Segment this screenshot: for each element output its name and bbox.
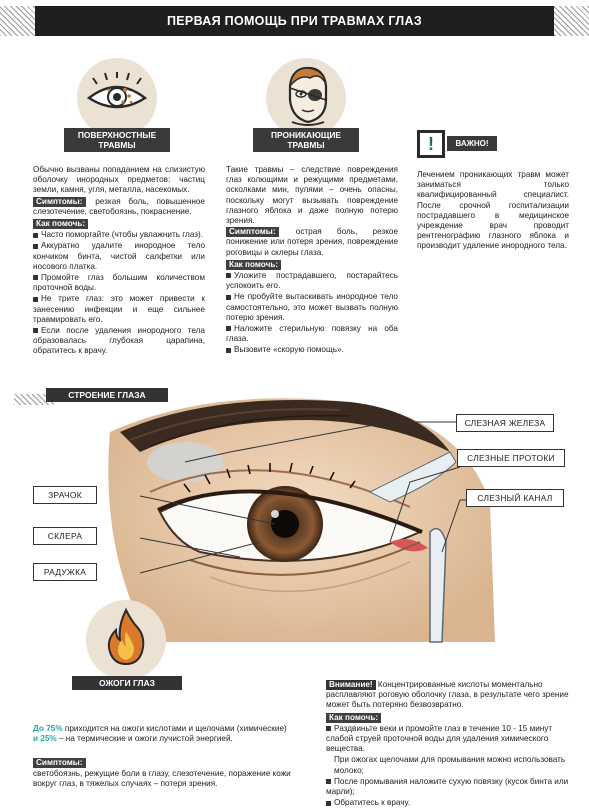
- surface-symptoms-label: Симптомы:: [33, 197, 86, 207]
- penetrating-step-1: Уложите пострадавшего, постарайтесь успокоить его.: [226, 271, 398, 291]
- penetrating-intro: Такие травмы – следствие повреждения глаз колющими и режущими предметами, осколками мин, пулями – очень опасны, поскольку могут вызывать повреждение глазного яблока и даже полную потерю зрения.: [226, 165, 398, 226]
- attention-label: Внимание!: [326, 680, 376, 690]
- burns-stats: [33, 724, 315, 744]
- burns-symptoms-block: [33, 756, 315, 791]
- surface-help-label: Как помочь:: [33, 219, 88, 229]
- structure-title: СТРОЕНИЕ ГЛАЗА: [46, 388, 168, 402]
- warning-icon: !: [417, 130, 445, 158]
- surface-step-4: Не трите глаз: это может привести к занесению инфекции и еще сильнее травмировать его.: [33, 294, 205, 324]
- burns-help-label: Как помочь:: [326, 713, 381, 723]
- burns-step-3: Обратитесь к врачу.: [334, 798, 411, 808]
- surface-intro: Обычно вызваны попаданием на слизистую оболочку инородных предметов: частиц земли, камня, угля, металла, насекомых.: [33, 165, 205, 195]
- label-sclera: СКЛЕРА: [33, 527, 97, 545]
- surface-step-5: Если после удаления инородного тела образовалась глубокая царапина, обратитесь к врачу.: [33, 326, 205, 356]
- burns-symptoms: светобоязнь, режущие боли в глазу, слезотечение, поражение кожи вокруг глаз, в тяжелых случаях – потеря зрения.: [33, 769, 291, 789]
- surface-injuries-badge: ПОВЕРХНОСТНЫЕ ТРАВМЫ: [64, 128, 170, 152]
- surface-symptoms: резкая боль, повышенное слезотечение, светобоязнь, покраснение.: [33, 196, 205, 216]
- burns-title: ОЖОГИ ГЛАЗ: [72, 676, 182, 690]
- header-hatch-left: [0, 6, 40, 36]
- burns-step-2: После промывания наложите сухую повязку (кусок бинта или марли);: [326, 776, 569, 797]
- penetrating-step-3: Наложите стерильную повязку на оба глаза.: [226, 324, 398, 344]
- surface-step-1: Часто поморгайте (чтобы увлажнить глаз).: [41, 230, 204, 240]
- important-text: Лечением проникающих травм может заниматься только квалифицированный специалист. После срочной госпитализации пострадавшего в медицинское учреждение врач проводит рентгенографию глазного яблока и производит удаление инородного тела.: [417, 170, 569, 251]
- penetrating-symptoms: острая боль, резкое понижение или потеря зрения, повреждение роговицы и склеры глаза.: [226, 227, 398, 257]
- surface-step-3: Промойте глаз большим количеством проточной воды.: [33, 273, 205, 293]
- burns-stat2-text: – на термические и ожоги лучистой энергией.: [56, 734, 233, 744]
- penetrating-step-4: Вызовите «скорую помощь».: [234, 345, 344, 355]
- label-pupil: ЗРАЧОК: [33, 486, 97, 504]
- surface-step-2: Аккуратно удалите инородное тело кончиком бинта, чистой салфетки или носового платка.: [33, 241, 205, 271]
- eye-particles-icon: [85, 72, 149, 116]
- burns-stat1-text: приходится на ожоги кислотами и щелочами (химические): [62, 724, 287, 733]
- burns-stat2-pct: и 25%: [33, 734, 57, 744]
- burns-stat1-pct: До 75%: [33, 724, 63, 733]
- burns-step-1: Раздвиньте веки и промойте глаз в течение 10 - 15 минут слабой струей проточной воды для удаления химического вещества.: [326, 723, 553, 754]
- burns-help-block: [326, 680, 570, 809]
- burns-symptoms-label: Симптомы:: [33, 758, 86, 768]
- penetrating-step-2: Не пробуйте вытаскивать инородное тело самостоятельно, это может вызвать полную потерю зрения.: [226, 292, 398, 322]
- eye-illustration: [90, 392, 510, 642]
- label-tear-canal: СЛЕЗНЫЙ КАНАЛ: [466, 489, 564, 507]
- penetrating-symptoms-label: Симптомы:: [226, 227, 279, 237]
- header-hatch-right: [549, 6, 589, 36]
- important-label: ВАЖНО!: [447, 136, 497, 151]
- flame-icon: [104, 608, 148, 666]
- label-tear-ducts: СЛЕЗНЫЕ ПРОТОКИ: [457, 449, 565, 467]
- header-band: [0, 2, 589, 36]
- label-tear-gland: СЛЕЗНАЯ ЖЕЛЕЗА: [456, 414, 554, 432]
- page-title: ПЕРВАЯ ПОМОЩЬ ПРИ ТРАВМАХ ГЛАЗ: [35, 6, 554, 36]
- face-eyepatch-icon: [280, 64, 334, 128]
- penetrating-injuries-text: [226, 165, 398, 357]
- attention-text: Концентрированные кислоты моментально расплавляют роговую оболочку глаза, в результате чего зрение может быть потеряно безвозвратно.: [326, 680, 569, 710]
- surface-injuries-text: [33, 165, 205, 358]
- burns-step-1b: При ожогах щелочами для промывания можно использовать молоко;: [334, 755, 566, 775]
- penetrating-help-label: Как помочь:: [226, 260, 281, 270]
- label-iris: РАДУЖКА: [33, 563, 97, 581]
- penetrating-injuries-badge: ПРОНИКАЮЩИЕ ТРАВМЫ: [253, 128, 359, 152]
